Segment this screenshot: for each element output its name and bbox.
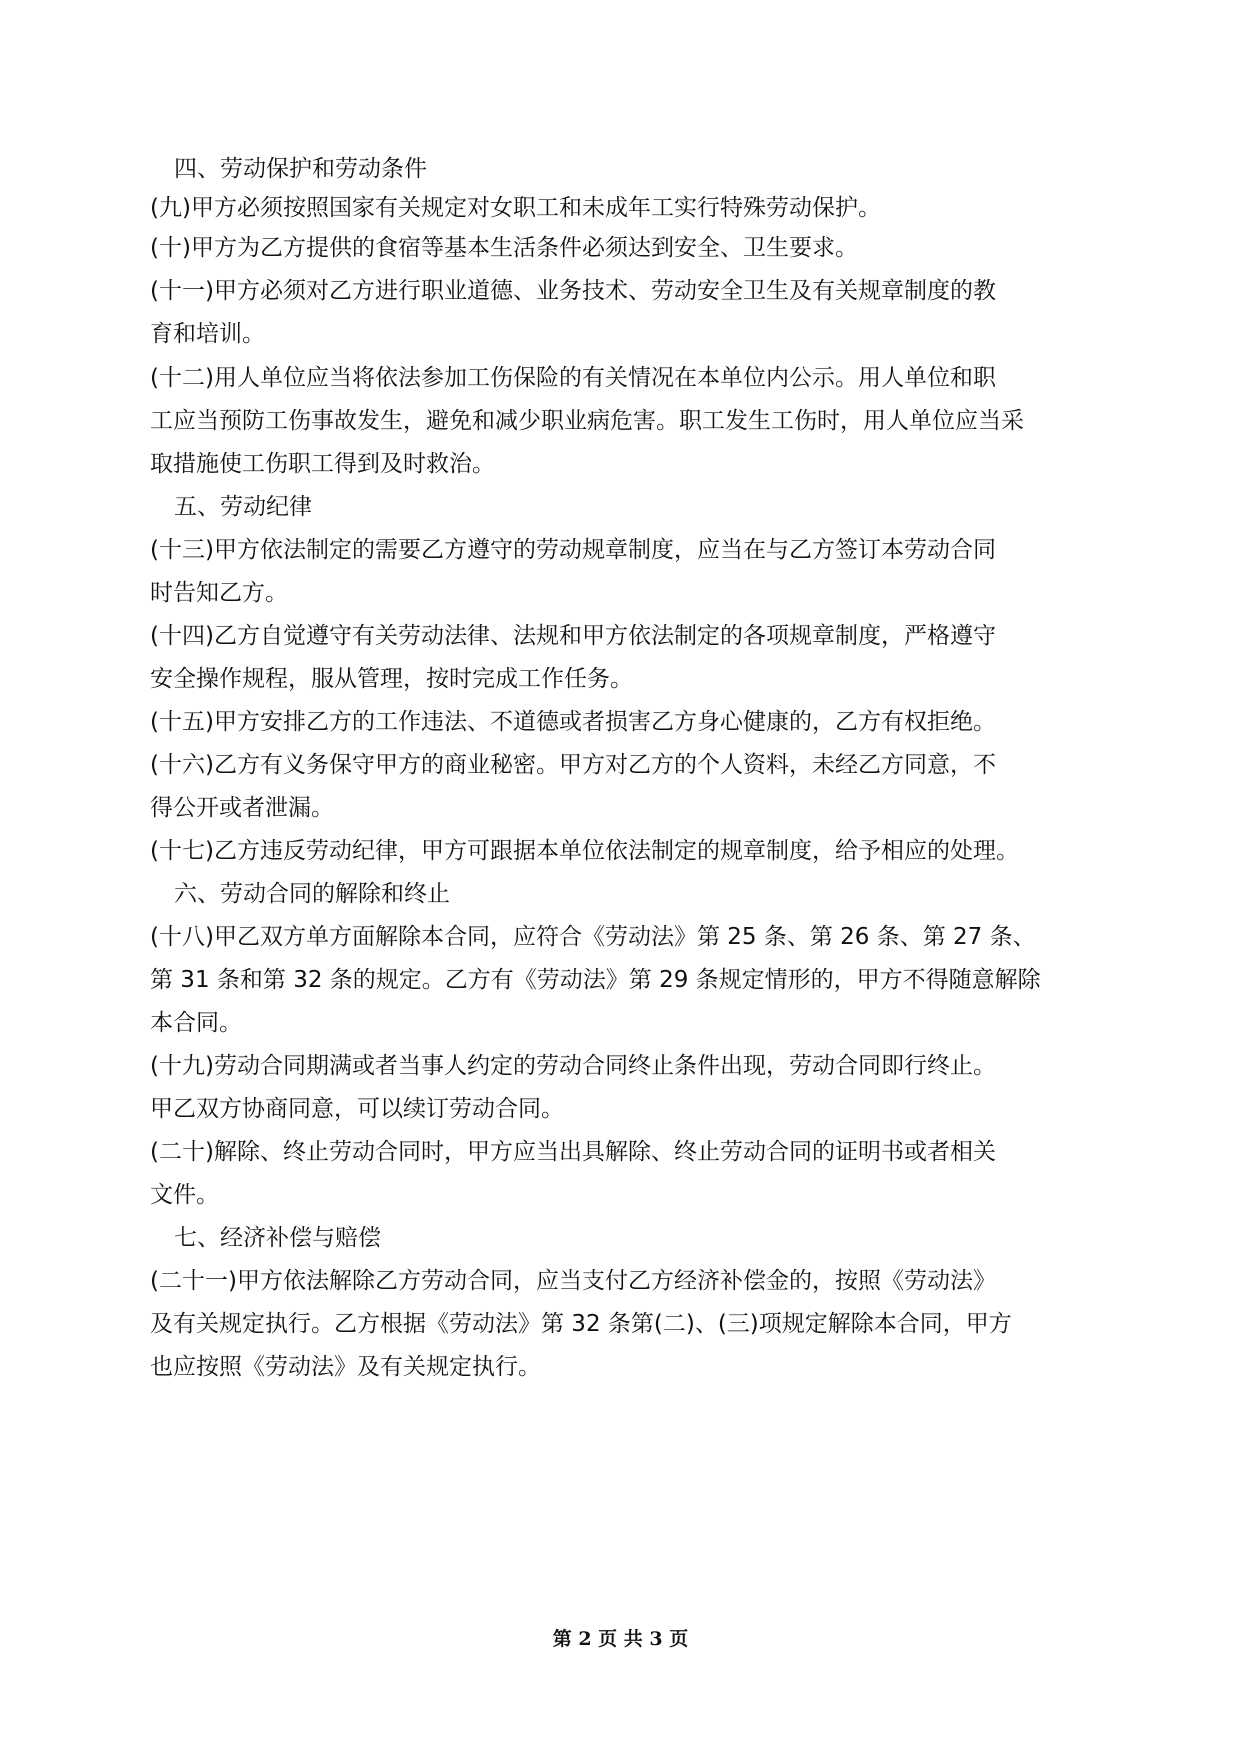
clause-continuation: 得公开或者泄漏。 — [150, 795, 334, 821]
clause-continuation: 时告知乙方。 — [150, 580, 288, 606]
section-heading: 六、劳动合同的解除和终止 — [174, 881, 450, 907]
clause-continuation: 本合同。 — [150, 1010, 242, 1036]
clause-continuation: 甲乙双方协商同意，可以续订劳动合同。 — [150, 1096, 564, 1122]
clause-line: (十)甲方为乙方提供的食宿等基本生活条件必须达到安全、卫生要求。 — [150, 235, 858, 261]
clause-line: (二十一)甲方依法解除乙方劳动合同，应当支付乙方经济补偿金的，按照《劳动法》 — [150, 1268, 996, 1294]
clause-line: (十二)用人单位应当将依法参加工伤保险的有关情况在本单位内公示。用人单位和职 — [150, 365, 996, 391]
section-heading: 七、经济补偿与赔偿 — [174, 1225, 381, 1251]
clause-line: (十三)甲方依法制定的需要乙方遵守的劳动规章制度，应当在与乙方签订本劳动合同 — [150, 537, 996, 563]
clause-line: (九)甲方必须按照国家有关规定对女职工和未成年工实行特殊劳动保护。 — [150, 195, 881, 221]
clause-line: (二十)解除、终止劳动合同时，甲方应当出具解除、终止劳动合同的证明书或者相关 — [150, 1139, 996, 1165]
section-heading: 四、劳动保护和劳动条件 — [174, 156, 427, 182]
clause-line: (十一)甲方必须对乙方进行职业道德、业务技术、劳动安全卫生及有关规章制度的教 — [150, 278, 996, 304]
clause-continuation: 安全操作规程，服从管理，按时完成工作任务。 — [150, 666, 633, 692]
section-heading: 五、劳动纪律 — [174, 494, 312, 520]
clause-continuation: 育和培训。 — [150, 321, 265, 347]
clause-continuation: 第 31 条和第 32 条的规定。乙方有《劳动法》第 29 条规定情形的，甲方不得随意解除 — [150, 967, 1041, 993]
clause-line: (十九)劳动合同期满或者当事人约定的劳动合同终止条件出现，劳动合同即行终止。 — [150, 1053, 996, 1079]
clause-line: (十七)乙方违反劳动纪律，甲方可跟据本单位依法制定的规章制度，给予相应的处理。 — [150, 838, 1019, 864]
clause-line: (十八)甲乙双方单方面解除本合同，应符合《劳动法》第 25 条、第 26 条、第 27 条、 — [150, 924, 1036, 950]
clause-line: (十五)甲方安排乙方的工作违法、不道德或者损害乙方身心健康的，乙方有权拒绝。 — [150, 709, 996, 735]
clause-continuation: 工应当预防工伤事故发生，避免和减少职业病危害。职工发生工伤时，用人单位应当采 — [150, 408, 1024, 434]
clause-continuation: 取措施使工伤职工得到及时救治。 — [150, 451, 495, 477]
clause-line: (十四)乙方自觉遵守有关劳动法律、法规和甲方依法制定的各项规章制度，严格遵守 — [150, 623, 996, 649]
clause-continuation: 及有关规定执行。乙方根据《劳动法》第 32 条第(二)、(三)项规定解除本合同，甲方 — [150, 1311, 1012, 1337]
clause-continuation: 文件。 — [150, 1182, 219, 1208]
page-number-footer: 第 2 页 共 3 页 — [552, 1628, 689, 1650]
clause-line: (十六)乙方有义务保守甲方的商业秘密。甲方对乙方的个人资料，未经乙方同意，不 — [150, 752, 996, 778]
clause-continuation: 也应按照《劳动法》及有关规定执行。 — [150, 1354, 541, 1380]
